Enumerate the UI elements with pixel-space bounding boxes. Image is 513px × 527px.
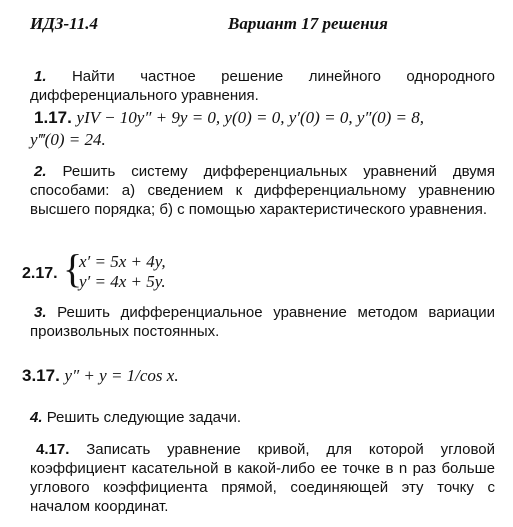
task-2-text: Решить систему дифференциальных уравнений двумя способами: а) сведением к дифференциальному уравнению высшего порядка; б) с помощью характеристического уравнения. bbox=[30, 163, 495, 218]
problem-3-17-equation: y″ + y = 1/cos x. bbox=[64, 366, 179, 385]
problem-4-17 bbox=[30, 440, 495, 516]
task-1-statement bbox=[30, 67, 495, 105]
problem-3-17 bbox=[22, 366, 179, 386]
task-3-number: 3. bbox=[34, 304, 47, 321]
problem-2-17-eq2: y′ = 4x + 5y. bbox=[79, 272, 166, 291]
task-4-number: 4. bbox=[30, 409, 43, 426]
problem-4-17-text: Записать уравнение кривой, для которой угловой коэффициент касательной в какой-либо ее точке в n раз больше углового коэффициента прямой, соединяющей эту точку с началом координат. bbox=[30, 441, 495, 515]
problem-1-17-equation-line1: yIV − 10y″ + 9y = 0, y(0) = 0, y′(0) = 0, y″(0) = 8, bbox=[76, 108, 424, 127]
document-title: ИДЗ-11.4 bbox=[30, 14, 98, 33]
task-1-number: 1. bbox=[34, 68, 47, 85]
problem-1-17-equation-line2: y‴(0) = 24. bbox=[30, 130, 106, 149]
task-3-text: Решить дифференциальное уравнение методом вариации произвольных постоянных. bbox=[30, 304, 495, 340]
problem-4-17-number: 4.17. bbox=[36, 441, 70, 458]
task-4-text: Решить следующие задачи. bbox=[46, 409, 241, 426]
problem-2-17-eq1: x′ = 5x + 4y, bbox=[79, 252, 166, 271]
task-4-statement bbox=[30, 409, 241, 426]
problem-3-17-number: 3.17. bbox=[22, 366, 60, 385]
problem-1-17-number: 1.17. bbox=[34, 108, 72, 127]
task-2-statement bbox=[30, 162, 495, 219]
task-1-text: Найти частное решение линейного однородного дифференциального уравнения. bbox=[30, 68, 495, 104]
problem-1-17 bbox=[34, 108, 424, 128]
system-brace: { bbox=[63, 246, 83, 291]
variant-title: Вариант 17 решения bbox=[228, 14, 388, 33]
task-3-statement bbox=[30, 303, 495, 341]
problem-2-17-number: 2.17. bbox=[22, 265, 58, 282]
task-2-number: 2. bbox=[34, 163, 47, 180]
